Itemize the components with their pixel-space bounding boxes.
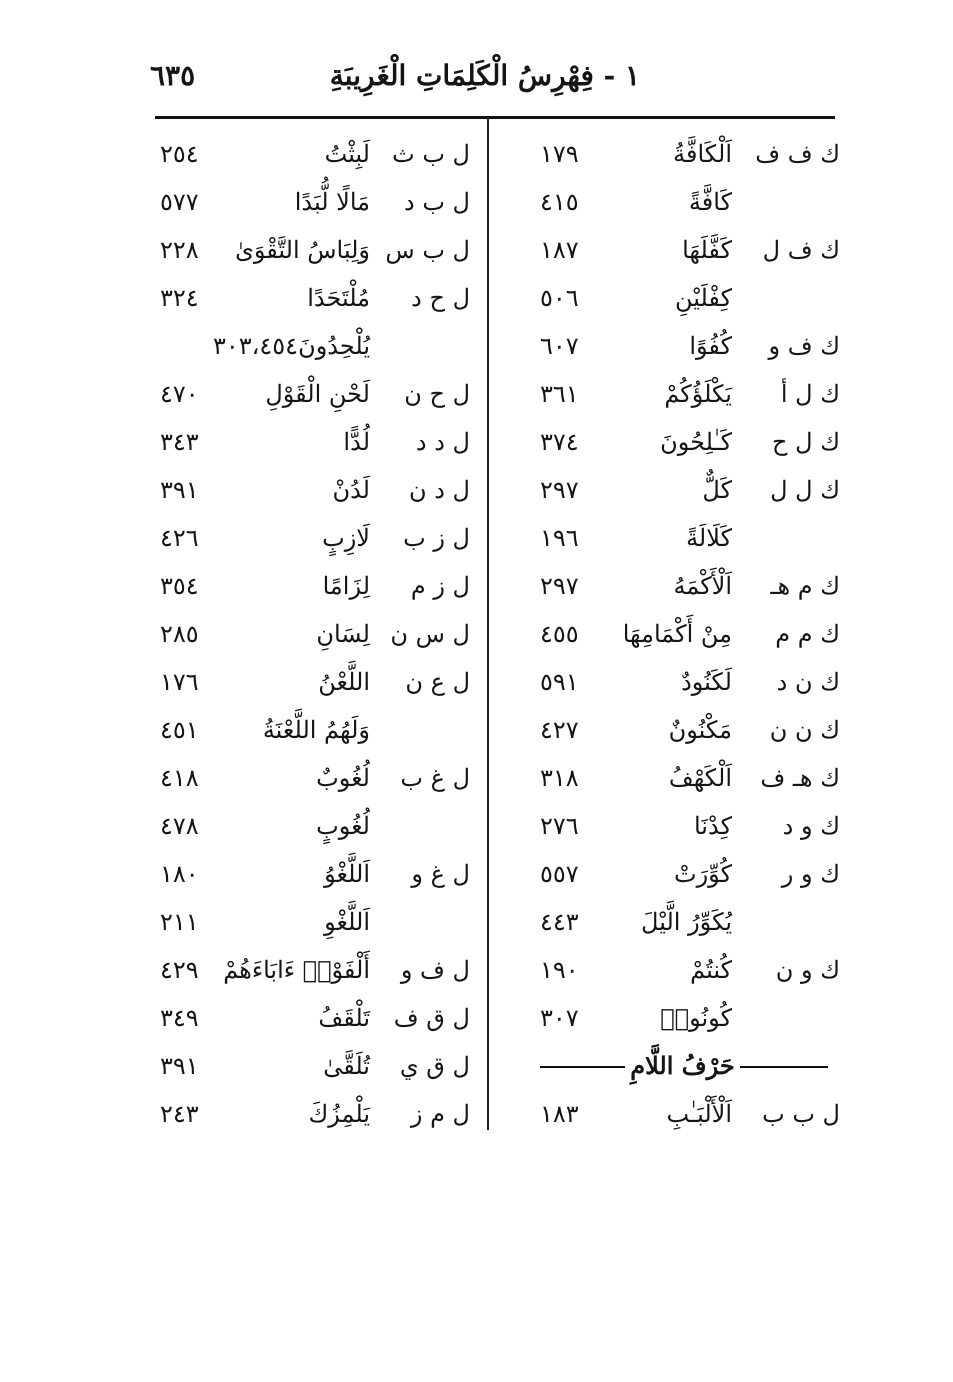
section-rule xyxy=(540,1066,625,1068)
entry-root: ك م هـ xyxy=(770,572,840,600)
entry-page-number: ٤١٥ xyxy=(540,188,579,216)
entry-page-number: ١٨٣ xyxy=(540,1100,579,1128)
entry-root: ك ف ل xyxy=(762,236,840,264)
entry-page-number: ١٧٩ xyxy=(540,140,579,168)
entry-page-number: ٢١١ xyxy=(160,908,199,936)
entry-root: ل غ و xyxy=(411,860,470,888)
entry-root: ك ف ف xyxy=(755,140,840,168)
index-entry xyxy=(160,418,470,466)
entry-page-number: ٤٢٧ xyxy=(540,716,579,744)
index-entry xyxy=(540,322,840,370)
entry-page-number: ٤٥١ xyxy=(160,716,199,744)
entry-page-number: ٢٥٤ xyxy=(160,140,199,168)
index-entry xyxy=(160,850,470,898)
index-entry xyxy=(540,130,840,178)
entry-word: يُكَوِّرُ الَّيْلَ xyxy=(641,908,732,936)
entry-page-number: ٣٩١ xyxy=(160,476,199,504)
page-title: ١ - فِهْرِسُ الْكَلِمَاتِ الْغَرِيبَةِ xyxy=(329,59,640,92)
index-entry xyxy=(540,610,840,658)
index-entry xyxy=(540,850,840,898)
entry-root: ك ن د xyxy=(776,668,840,696)
entry-word: اَلْأَلْبَـٰبِ xyxy=(666,1100,732,1128)
index-entry xyxy=(540,898,840,946)
index-entry xyxy=(160,1090,470,1138)
index-entry xyxy=(540,466,840,514)
entry-page-number: ٣٤٩ xyxy=(160,1004,199,1032)
entry-page-number: ٥٧٧ xyxy=(160,188,199,216)
entry-root: ك هـ ف xyxy=(760,764,840,792)
entry-word: لُغُوبٌ xyxy=(316,764,370,792)
entry-word: لَحْنِ الْقَوْلِ xyxy=(265,380,370,408)
entry-page-number: ١٩٦ xyxy=(540,524,579,552)
index-entry xyxy=(160,610,470,658)
entry-word: كَافَّةً xyxy=(688,188,732,216)
entry-word: لِسَانِ xyxy=(316,620,370,648)
entry-word: كُنتُمْ xyxy=(690,956,732,984)
entry-word: لِزَامًا xyxy=(322,572,370,600)
entry-word: لُدًّا xyxy=(343,428,370,456)
page-number: ٦٣٥ xyxy=(150,59,196,92)
entry-word: اَلْأَكْمَهُ xyxy=(673,572,732,600)
entry-page-number: ٥٥٧ xyxy=(540,860,579,888)
entry-root: ل ز ب xyxy=(403,524,470,552)
entry-root: ك ل ل xyxy=(770,476,840,504)
entry-word: كُوِّرَتْ xyxy=(673,860,732,888)
entry-page-number: ٥٩١ xyxy=(540,668,579,696)
entry-root: ل ب س xyxy=(385,236,470,264)
entry-word: لَازِبٍ xyxy=(322,524,370,552)
index-entry xyxy=(160,274,470,322)
entry-word: مَالًا لُّبَدًا xyxy=(294,188,370,216)
index-entry xyxy=(160,178,470,226)
entry-root: ك ن ن xyxy=(769,716,840,744)
entry-word: مِنْ أَكْمَامِهَا xyxy=(622,620,732,648)
entry-root: ك و ر xyxy=(781,860,840,888)
entry-word: مُلْتَحَدًا xyxy=(307,284,370,312)
entry-word: تَلْقَفُ xyxy=(318,1004,370,1032)
index-entry xyxy=(540,514,840,562)
entry-page-number: ٦٠٧ xyxy=(540,332,579,360)
index-entry xyxy=(160,130,470,178)
entry-root: ل ع ن xyxy=(405,668,470,696)
section-rule xyxy=(740,1066,828,1068)
index-entry xyxy=(160,514,470,562)
index-entry xyxy=(540,562,840,610)
entry-page-number: ٥٠٦ xyxy=(540,284,579,312)
entry-root: ك ل ح xyxy=(772,428,840,456)
entry-page-number: ٤٧٨ xyxy=(160,812,199,840)
index-entry xyxy=(160,466,470,514)
entry-page-number: ٤٥٥ xyxy=(540,620,579,648)
entry-word: تُلَقَّىٰ xyxy=(323,1052,370,1080)
entry-page-number: ٤٤٣ xyxy=(540,908,579,936)
entry-word: مَكْنُونٌ xyxy=(668,716,732,744)
entry-page-number: ٣٤٣ xyxy=(160,428,199,456)
index-entry xyxy=(160,658,470,706)
entry-word: لَكَنُودٌ xyxy=(681,668,732,696)
entry-word: لَبِثْتُ xyxy=(324,140,370,168)
index-entry xyxy=(160,802,470,850)
entry-page-number: ٢٨٥ xyxy=(160,620,199,648)
entry-page-number: ١٧٦ xyxy=(160,668,199,696)
entry-page-number: ٣٥٤ xyxy=(160,572,199,600)
entry-page-number: ٤٢٦ xyxy=(160,524,199,552)
entry-word: كِدْنَا xyxy=(693,812,732,840)
entry-page-number: ٢٧٦ xyxy=(540,812,579,840)
entry-page-number: ٣١٨ xyxy=(540,764,579,792)
entry-word: وَلَهُمُ اللَّعْنَةُ xyxy=(262,716,370,744)
column-divider xyxy=(487,118,489,1130)
index-entry xyxy=(160,706,470,754)
entry-page-number: ٢٩٧ xyxy=(540,572,579,600)
header-rule xyxy=(155,116,835,119)
entry-word: أَلْفَوْا۟ ءَابَاءَهُمْ xyxy=(223,956,370,984)
index-entry xyxy=(160,322,470,370)
index-entry xyxy=(540,1090,840,1138)
index-entry xyxy=(540,994,840,1042)
index-entry xyxy=(540,706,840,754)
index-entry xyxy=(540,658,840,706)
entry-word: يَلْمِزُكَ xyxy=(308,1100,370,1128)
entry-root: ك و ن xyxy=(775,956,840,984)
index-column-right xyxy=(540,130,840,1130)
entry-word: كِفْلَيْنِ xyxy=(674,284,732,312)
entry-root: ك م م xyxy=(775,620,840,648)
index-entry xyxy=(540,802,840,850)
index-entry xyxy=(540,370,840,418)
index-entry xyxy=(540,274,840,322)
entry-root: ل ق ف xyxy=(393,1004,470,1032)
section-title: حَرْفُ اللَّامِ xyxy=(630,1051,735,1080)
entry-root: ل ز م xyxy=(410,572,470,600)
entry-word: لُغُوبٍ xyxy=(316,812,370,840)
index-entry xyxy=(160,1042,470,1090)
entry-root: ل س ن xyxy=(390,620,470,648)
entry-page-number: ٢٤٣ xyxy=(160,1100,199,1128)
entry-page-number: ٤٢٩ xyxy=(160,956,199,984)
entry-root: ل ب ب xyxy=(762,1100,840,1128)
entry-word: كَـٰلِحُونَ xyxy=(660,428,732,456)
section-heading xyxy=(540,1042,840,1090)
entry-page-number: ١٩٠ xyxy=(540,956,579,984)
entry-root: ل ح ن xyxy=(404,380,470,408)
entry-root: ل م ز xyxy=(410,1100,470,1128)
entry-word: كَلَالَةً xyxy=(686,524,732,552)
index-entry xyxy=(160,898,470,946)
entry-word: اَلْكَهْفُ xyxy=(668,764,732,792)
entry-word: اَللَّغْوِ xyxy=(324,908,370,936)
entry-word: اَلْكَافَّةُ xyxy=(673,140,732,168)
entry-root: ل غ ب xyxy=(400,764,470,792)
index-entry xyxy=(160,562,470,610)
entry-root: ل ف و xyxy=(400,956,470,984)
index-entry xyxy=(540,226,840,274)
entry-page-number: ١٨٠ xyxy=(160,860,199,888)
entry-root: ل ب د xyxy=(404,188,470,216)
entry-word: كُفُوًا xyxy=(689,332,732,360)
entry-page-number: ١٨٧ xyxy=(540,236,579,264)
entry-word: يُلْحِدُونَ٣٠٣،٤٥٤ xyxy=(212,332,370,360)
entry-word: اللَّعْنُ xyxy=(318,668,370,696)
entry-page-number: ٢٢٨ xyxy=(160,236,199,264)
entry-page-number: ٣٧٤ xyxy=(540,428,579,456)
index-entry xyxy=(160,946,470,994)
index-entry xyxy=(540,946,840,994)
index-entry xyxy=(540,178,840,226)
entry-page-number: ٣٢٤ xyxy=(160,284,199,312)
index-entry xyxy=(160,226,470,274)
entry-root: ل د د xyxy=(415,428,470,456)
index-entry xyxy=(160,754,470,802)
entry-root: ل ق ي xyxy=(399,1052,470,1080)
entry-page-number: ٢٩٧ xyxy=(540,476,579,504)
index-entry xyxy=(160,370,470,418)
index-entry xyxy=(540,418,840,466)
entry-page-number: ٣٦١ xyxy=(540,380,579,408)
entry-word: كَلٌّ xyxy=(702,476,732,504)
entry-root: ك و د xyxy=(782,812,840,840)
index-entry xyxy=(540,754,840,802)
entry-word: اَللَّغْوُ xyxy=(324,860,370,888)
entry-word: لَدُنْ xyxy=(332,476,370,504)
entry-page-number: ٤٧٠ xyxy=(160,380,199,408)
entry-page-number: ٣٩١ xyxy=(160,1052,199,1080)
entry-page-number: ٤١٨ xyxy=(160,764,199,792)
entry-word: كُونُوا۟ xyxy=(660,1004,732,1032)
index-column-left xyxy=(160,130,470,1130)
entry-root: ل د ن xyxy=(408,476,470,504)
entry-root: ك ل أ xyxy=(780,380,840,408)
entry-page-number: ٣٠٧ xyxy=(540,1004,579,1032)
entry-root: ك ف و xyxy=(768,332,840,360)
entry-word: وَلِبَاسُ التَّقْوَىٰ xyxy=(235,236,370,264)
entry-root: ل ب ث xyxy=(392,140,470,168)
entry-word: يَكْلَؤُكُمْ xyxy=(664,380,732,408)
entry-word: كَفَّلَهَا xyxy=(682,236,732,264)
index-entry xyxy=(160,994,470,1042)
entry-root: ل ح د xyxy=(411,284,470,312)
